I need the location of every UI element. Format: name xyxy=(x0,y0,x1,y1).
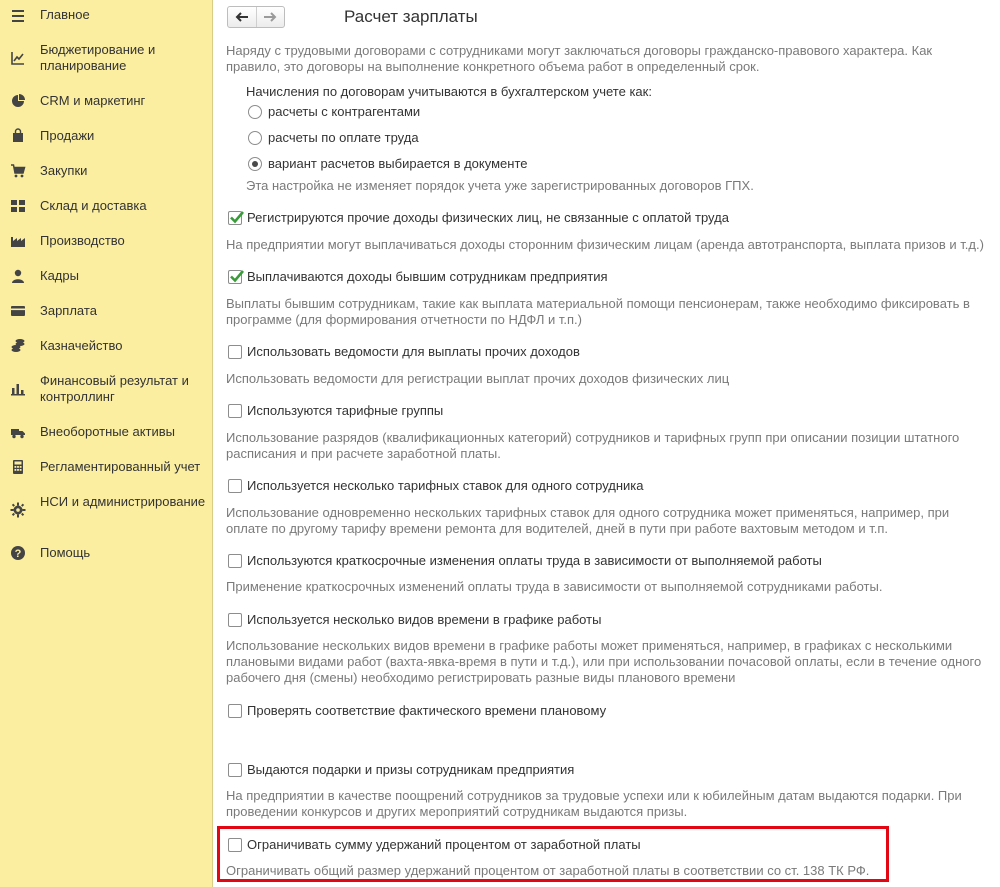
factory-icon xyxy=(10,233,26,249)
sidebar-item-main[interactable] xyxy=(0,7,213,25)
history-navigation xyxy=(227,6,285,28)
sidebar-item-warehouse[interactable] xyxy=(0,198,213,216)
radio-payroll[interactable] xyxy=(248,131,262,145)
sidebar-item-label: НСИ и администрирование xyxy=(40,494,206,509)
check-mark-icon xyxy=(228,209,245,226)
menu-icon xyxy=(10,8,26,24)
sidebar-item-crm[interactable] xyxy=(0,93,213,111)
sidebar-item-financial-result[interactable] xyxy=(0,373,213,407)
checkbox-check-planned-time-label[interactable]: Проверять соответствие фактического времени плановому xyxy=(247,703,607,718)
checkbox-payment-statements[interactable] xyxy=(228,345,242,359)
sidebar-item-label: Внеоборотные активы xyxy=(40,424,176,439)
sidebar-item-budgeting[interactable] xyxy=(0,42,213,76)
accrual-label: Начисления по договорам учитываются в бухгалтерском учете как: xyxy=(246,84,652,99)
sidebar-item-label: Закупки xyxy=(40,163,88,178)
help-icon xyxy=(10,545,26,561)
checkbox-gifts-prizes[interactable] xyxy=(228,763,242,777)
option-description: Ограничивать общий размер удержаний процентом от заработной платы в соответствии со ст. 138 ТК РФ. xyxy=(226,863,870,878)
option-description: На предприятии в качестве поощрений сотрудников за трудовые успехи или к юбилейным датам выдаются подарки. При проведении конкурсов и других мероприятий сотрудникам выдаются призы. xyxy=(226,788,962,819)
checkbox-multiple-rates[interactable] xyxy=(228,479,242,493)
sidebar-item-label: Зарплата xyxy=(40,303,97,318)
sidebar-item-label: Казначейство xyxy=(40,338,123,353)
sidebar-item-help[interactable] xyxy=(0,545,213,563)
pie-chart-icon xyxy=(10,93,26,109)
truck-icon xyxy=(10,424,26,440)
check-mark-icon xyxy=(228,268,245,285)
checkbox-former-employees-label[interactable]: Выплачиваются доходы бывшим сотрудникам предприятия xyxy=(247,269,608,284)
radio-document-choice[interactable] xyxy=(248,157,262,171)
sidebar-item-label: Бюджетирование и планирование xyxy=(40,42,156,73)
radio-selected-dot xyxy=(252,161,258,167)
sidebar-item-purchases[interactable] xyxy=(0,163,213,181)
radio-document-choice-label[interactable]: вариант расчетов выбирается в документе xyxy=(268,156,528,171)
option-description: Выплаты бывшим сотрудникам, такие как выплата материальной помощи пенсионерам, также необходимо фиксировать в программе (для формирования отчетности по НДФЛ и т.п.) xyxy=(226,296,970,327)
gear-icon xyxy=(10,502,26,518)
checkbox-time-types[interactable] xyxy=(228,613,242,627)
checkbox-time-types-label[interactable]: Используется несколько видов времени в графике работы xyxy=(247,612,602,627)
checkbox-gifts-prizes-label[interactable]: Выдаются подарки и призы сотрудникам предприятия xyxy=(247,762,575,777)
radio-payroll-label[interactable]: расчеты по оплате труда xyxy=(268,130,419,145)
arrow-left-icon xyxy=(235,12,249,22)
cart-icon xyxy=(10,163,26,179)
sidebar-item-sales[interactable] xyxy=(0,128,213,146)
wallet-icon xyxy=(10,303,26,319)
radio-note: Эта настройка не изменяет порядок учета уже зарегистрированных договоров ГПХ. xyxy=(246,178,754,193)
option-description: На предприятии могут выплачиваться доходы сторонним физическим лицам (аренда автотранспорта, выплата призов и т.д.) xyxy=(226,237,984,252)
sidebar-item-label: Регламентированный учет xyxy=(40,459,201,474)
checkbox-tariff-groups-label[interactable]: Используются тарифные группы xyxy=(247,403,444,418)
checkbox-other-income-label[interactable]: Регистрируются прочие доходы физических лиц, не связанные с оплатой труда xyxy=(247,210,729,225)
checkbox-payment-statements-label[interactable]: Использовать ведомости для выплаты прочих доходов xyxy=(247,344,580,359)
option-description: Использование нескольких видов времени в графике работы может применяться, например, в графиках с несколькими плановыми видами работ (вахта-явка-время в пути и т.д.), или при использовании почасовой оплаты, если в течение одного рабочего дня (смены) необходимо регистрировать разные виды планового времени xyxy=(226,638,982,685)
sidebar-item-admin[interactable] xyxy=(0,494,213,528)
sidebar-item-label: Кадры xyxy=(40,268,79,283)
checkbox-other-income[interactable] xyxy=(228,211,242,225)
checkbox-tariff-groups[interactable] xyxy=(228,404,242,418)
sidebar-item-label: Продажи xyxy=(40,128,95,143)
person-icon xyxy=(10,268,26,284)
sidebar xyxy=(0,0,213,887)
sidebar-item-label: CRM и маркетинг xyxy=(40,93,146,108)
checkbox-short-term-changes[interactable] xyxy=(228,554,242,568)
bar-chart-icon xyxy=(10,381,26,397)
page-title: Расчет зарплаты xyxy=(344,7,478,26)
sidebar-item-label: Склад и доставка xyxy=(40,198,147,213)
option-description: Использовать ведомости для регистрации выплат прочих доходов физических лиц xyxy=(226,371,730,386)
checkbox-short-term-changes-label[interactable]: Используются краткосрочные изменения оплаты труда в зависимости от выполняемой работы xyxy=(247,553,822,568)
sidebar-item-hr[interactable] xyxy=(0,268,213,286)
checkbox-check-planned-time[interactable] xyxy=(228,704,242,718)
option-description: Использование одновременно нескольких тарифных ставок для одного сотрудника может применяться, например, при оплате по другому тарифу времени ремонта для водителей, дней в пути при работе вахтовым методом и т.п. xyxy=(226,505,950,536)
sidebar-item-label: Главное xyxy=(40,7,90,22)
option-description: Применение краткосрочных изменений оплаты труда в зависимости от выполняемой сотрудниками работы. xyxy=(226,579,883,594)
budget-icon xyxy=(10,50,26,66)
option-description: Использование разрядов (квалификационных категорий) сотрудников и тарифных групп при описании позиции штатного расписания и при расчете заработной платы. xyxy=(226,430,960,461)
arrow-right-icon xyxy=(263,12,277,22)
sidebar-item-treasury[interactable] xyxy=(0,338,213,356)
shopping-bag-icon xyxy=(10,128,26,144)
checkbox-multiple-rates-label[interactable]: Используется несколько тарифных ставок для одного сотрудника xyxy=(247,478,644,493)
sidebar-item-fixed-assets[interactable] xyxy=(0,424,213,442)
radio-counterparties[interactable] xyxy=(248,105,262,119)
sidebar-item-label: Финансовый результат и контроллинг xyxy=(40,373,189,404)
grid-icon xyxy=(10,198,26,214)
highlight-frame xyxy=(217,826,889,882)
back-button[interactable] xyxy=(228,7,256,27)
sidebar-item-salary[interactable] xyxy=(0,303,213,321)
main-content xyxy=(214,0,1000,887)
checkbox-former-employees[interactable] xyxy=(228,270,242,284)
intro-text: Наряду с трудовыми договорами с сотрудниками могут заключаться договоры гражданско-правового характера. Как правило, это договоры на выполнение конкретного объема работ в определенный срок. xyxy=(226,43,933,74)
sidebar-item-label: Производство xyxy=(40,233,125,248)
checkbox-limit-deductions-label[interactable]: Ограничивать сумму удержаний процентом от заработной платы xyxy=(247,837,641,852)
calculator-icon xyxy=(10,459,26,475)
sidebar-item-regulated-accounting[interactable] xyxy=(0,459,213,477)
sidebar-item-label: Помощь xyxy=(40,545,91,560)
forward-button[interactable] xyxy=(256,7,285,27)
radio-counterparties-label[interactable]: расчеты с контрагентами xyxy=(268,104,421,119)
coins-icon xyxy=(10,338,26,354)
sidebar-item-production[interactable] xyxy=(0,233,213,251)
svg-text:?: ? xyxy=(14,548,22,560)
